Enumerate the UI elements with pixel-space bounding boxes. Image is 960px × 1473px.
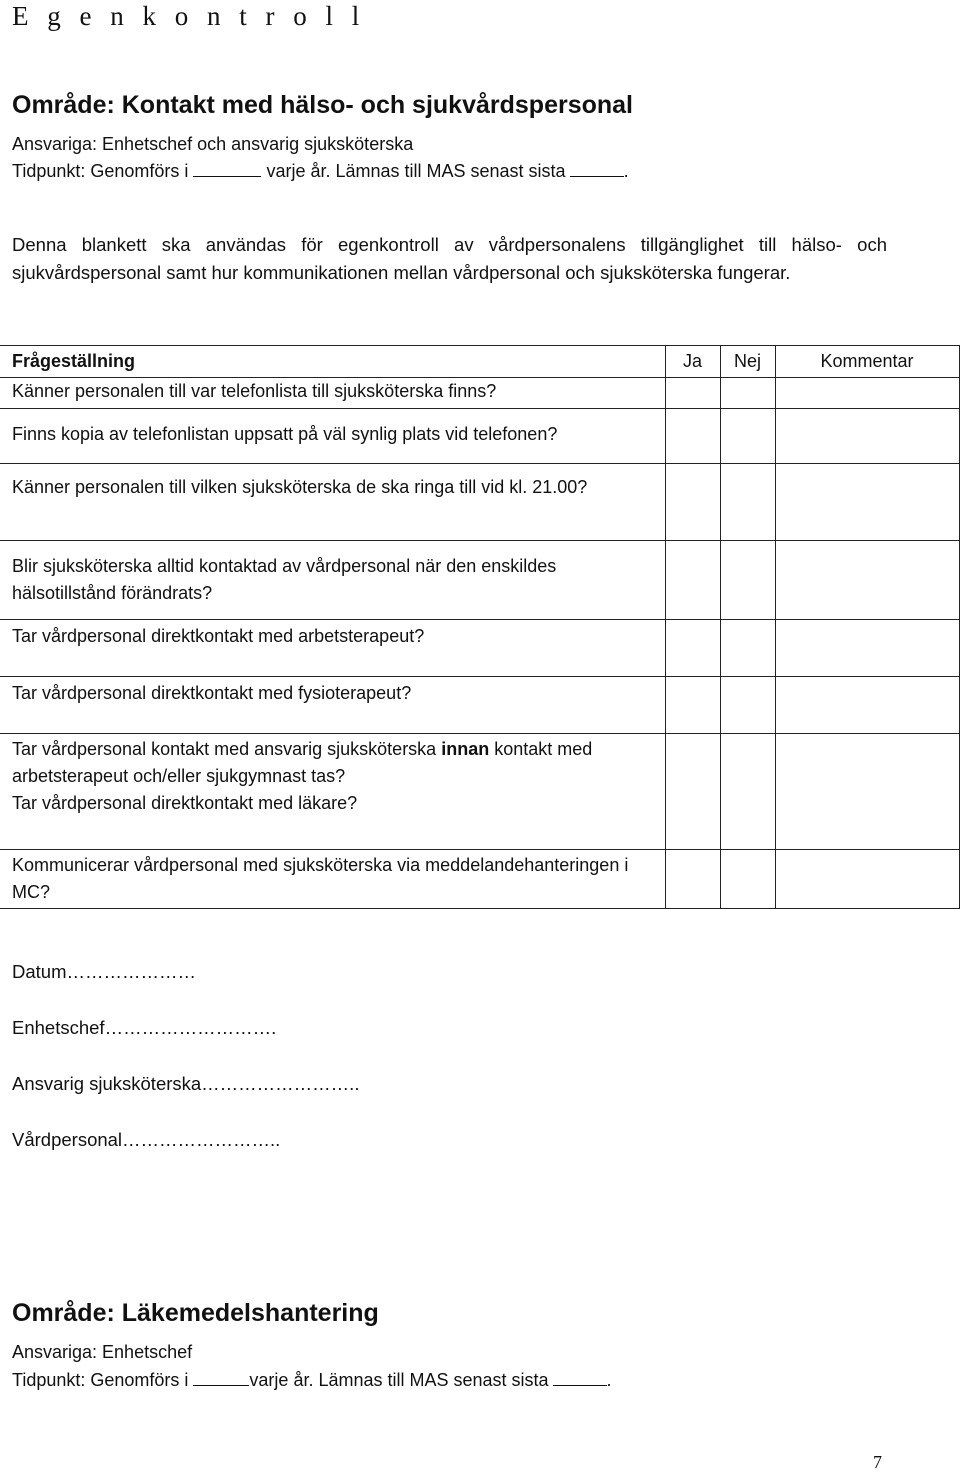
section-heading-contact: Område: Kontakt med hälso- och sjukvårdspersonal <box>12 91 633 119</box>
table-row <box>0 677 959 734</box>
table-row <box>0 620 959 677</box>
no-cell[interactable] <box>720 677 775 734</box>
time-blank-input-2[interactable] <box>193 1384 249 1386</box>
time-line <box>12 158 629 184</box>
question-text: Känner personalen till var telefonlista till sjuksköterska finns? <box>0 378 665 409</box>
question-text-emphasis: innan <box>441 739 490 759</box>
checklist-table <box>0 345 960 909</box>
no-cell[interactable] <box>720 409 775 464</box>
comment-cell[interactable] <box>775 850 959 909</box>
time-middle-2: varje år. Lämnas till MAS senast sista <box>249 1370 549 1390</box>
comment-cell[interactable] <box>775 734 959 850</box>
no-cell[interactable] <box>720 541 775 620</box>
table-row <box>0 734 959 850</box>
header-yes: Ja <box>665 346 720 378</box>
header-comment: Kommentar <box>775 346 959 378</box>
comment-cell[interactable] <box>775 409 959 464</box>
comment-cell[interactable] <box>775 620 959 677</box>
comment-cell[interactable] <box>775 541 959 620</box>
time-suffix: . <box>623 161 629 181</box>
time-prefix: Tidpunkt: Genomförs i <box>12 161 189 181</box>
yes-cell[interactable] <box>665 464 720 541</box>
page-number: 7 <box>873 1452 882 1472</box>
header-question: Frågeställning <box>0 346 665 378</box>
table-header-row <box>0 346 959 378</box>
no-cell[interactable] <box>720 464 775 541</box>
deadline-blank-input[interactable] <box>570 175 624 177</box>
intro-paragraph: Denna blankett ska användas för egenkontroll av vårdpersonalens tillgänglighet till hälso- och sjukvårdspersonal samt hur kommunikationen mellan vårdpersonal och sjuksköterska fungerar. <box>12 234 887 283</box>
question-text: Blir sjuksköterska alltid kontaktad av vårdpersonal när den enskildes hälsotillstånd förändrats? <box>0 541 665 620</box>
time-middle: varje år. Lämnas till MAS senast sista <box>266 161 566 181</box>
no-cell[interactable] <box>720 850 775 909</box>
table-row <box>0 378 959 409</box>
comment-cell[interactable] <box>775 378 959 409</box>
responsible-line: Ansvariga: Enhetschef och ansvarig sjuksköterska <box>12 134 414 154</box>
document-title: E g e n k o n t r o l l <box>12 1 366 31</box>
nurse-signature-line[interactable]: Ansvarig sjuksköterska…………………….. <box>12 1073 360 1094</box>
date-signature-line[interactable]: Datum………………… <box>12 961 196 982</box>
no-cell[interactable] <box>720 378 775 409</box>
table-row <box>0 541 959 620</box>
question-text-post: kontakt med arbetsterapeut och/eller sjukgymnast tas? <box>12 739 593 786</box>
question-text: Tar vårdpersonal direktkontakt med arbetsterapeut? <box>0 620 665 677</box>
comment-cell[interactable] <box>775 464 959 541</box>
question-text <box>0 734 665 850</box>
header-no: Nej <box>720 346 775 378</box>
deadline-blank-input-2[interactable] <box>553 1384 607 1386</box>
question-text: Tar vårdpersonal direktkontakt med fysioterapeut? <box>0 677 665 734</box>
question-text: Känner personalen till vilken sjuksköterska de ska ringa till vid kl. 21.00? <box>0 464 665 541</box>
responsible-line-2: Ansvariga: Enhetschef <box>12 1342 193 1362</box>
yes-cell[interactable] <box>665 734 720 850</box>
table-row <box>0 850 959 909</box>
comment-cell[interactable] <box>775 677 959 734</box>
no-cell[interactable] <box>720 734 775 850</box>
yes-cell[interactable] <box>665 378 720 409</box>
yes-cell[interactable] <box>665 850 720 909</box>
time-line-2 <box>12 1367 612 1393</box>
time-prefix-2: Tidpunkt: Genomförs i <box>12 1370 189 1390</box>
section-heading-medication: Område: Läkemedelshantering <box>12 1299 379 1327</box>
question-text: Kommunicerar vårdpersonal med sjuksköterska via meddelandehanteringen i MC? <box>0 850 665 909</box>
table-row <box>0 464 959 541</box>
care-staff-signature-line[interactable]: Vårdpersonal…………………….. <box>12 1129 281 1150</box>
time-blank-input[interactable] <box>193 175 261 177</box>
question-text-pre: Tar vårdpersonal kontakt med ansvarig sjuksköterska <box>12 739 437 759</box>
question-text: Finns kopia av telefonlistan uppsatt på väl synlig plats vid telefonen? <box>0 409 665 464</box>
yes-cell[interactable] <box>665 677 720 734</box>
yes-cell[interactable] <box>665 620 720 677</box>
unit-manager-signature-line[interactable]: Enhetschef………………………. <box>12 1017 277 1038</box>
yes-cell[interactable] <box>665 409 720 464</box>
no-cell[interactable] <box>720 620 775 677</box>
question-text-line2: Tar vårdpersonal direktkontakt med läkare? <box>12 793 358 813</box>
table-row <box>0 409 959 464</box>
yes-cell[interactable] <box>665 541 720 620</box>
time-suffix-2: . <box>606 1370 612 1390</box>
